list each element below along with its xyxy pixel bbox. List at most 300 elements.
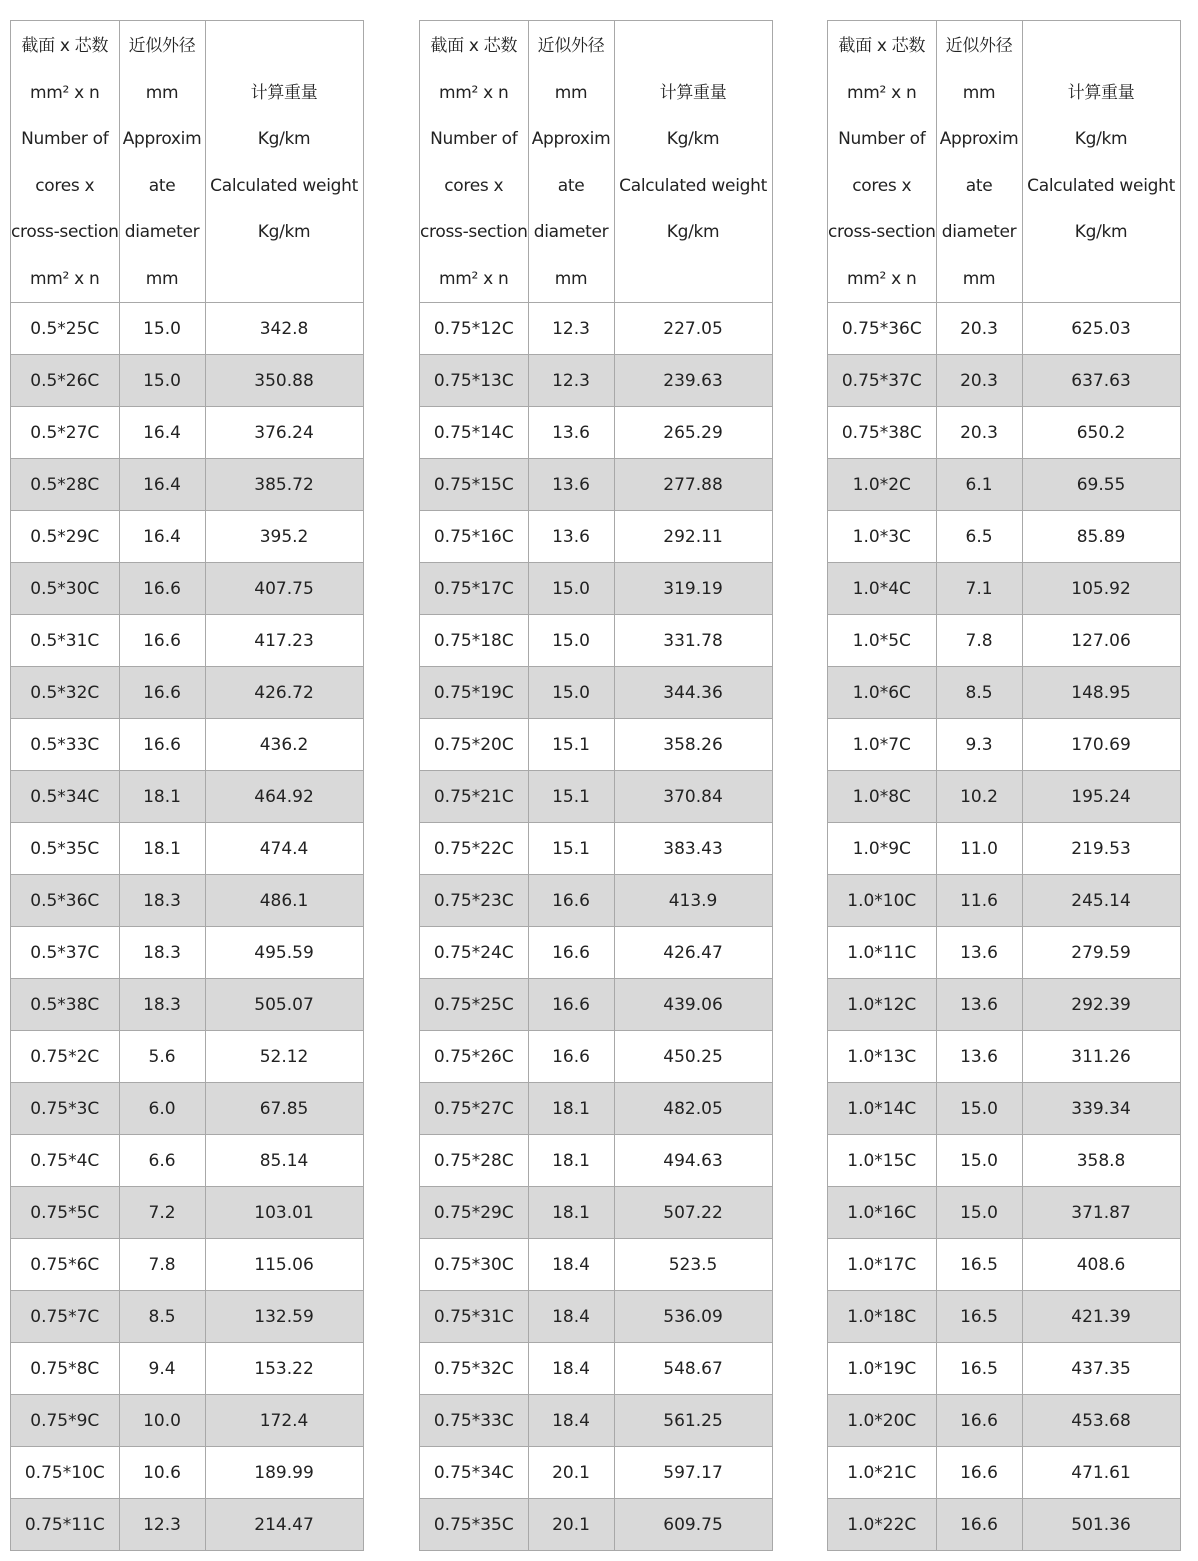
weight-cell: 453.68 bbox=[1022, 1395, 1180, 1447]
diameter-cell: 18.4 bbox=[528, 1239, 614, 1291]
weight-cell: 319.19 bbox=[614, 563, 772, 615]
cross-section-cell: 0.75*18C bbox=[420, 615, 529, 667]
cross-section-cell: 0.5*32C bbox=[11, 667, 120, 719]
weight-cell: 214.47 bbox=[205, 1499, 363, 1551]
diameter-cell: 18.3 bbox=[119, 927, 205, 979]
table-row bbox=[11, 1395, 364, 1447]
table-row bbox=[420, 407, 773, 459]
cross-section-cell: 0.75*4C bbox=[11, 1135, 120, 1187]
diameter-cell: 9.3 bbox=[936, 719, 1022, 771]
cross-section-cell: 1.0*18C bbox=[828, 1291, 937, 1343]
table-row bbox=[11, 1031, 364, 1083]
diameter-cell: 13.6 bbox=[528, 459, 614, 511]
cross-section-cell: 0.5*35C bbox=[11, 823, 120, 875]
weight-cell: 408.6 bbox=[1022, 1239, 1180, 1291]
cable-spec-table-3 bbox=[827, 20, 1181, 1551]
table-row bbox=[420, 1031, 773, 1083]
table-row bbox=[420, 1395, 773, 1447]
weight-cell: 85.89 bbox=[1022, 511, 1180, 563]
weight-cell: 501.36 bbox=[1022, 1499, 1180, 1551]
weight-cell: 370.84 bbox=[614, 771, 772, 823]
diameter-cell: 6.5 bbox=[936, 511, 1022, 563]
weight-cell: 103.01 bbox=[205, 1187, 363, 1239]
table-row bbox=[828, 407, 1181, 459]
table-row bbox=[420, 1187, 773, 1239]
table-row bbox=[420, 615, 773, 667]
diameter-cell: 15.0 bbox=[936, 1083, 1022, 1135]
header-diameter: 近似外径 mm Approxim ate diameter mm bbox=[528, 21, 614, 303]
cross-section-cell: 0.5*27C bbox=[11, 407, 120, 459]
cross-section-cell: 0.5*29C bbox=[11, 511, 120, 563]
cross-section-cell: 1.0*5C bbox=[828, 615, 937, 667]
cross-section-cell: 0.75*17C bbox=[420, 563, 529, 615]
diameter-cell: 8.5 bbox=[119, 1291, 205, 1343]
weight-cell: 609.75 bbox=[614, 1499, 772, 1551]
diameter-cell: 18.3 bbox=[119, 875, 205, 927]
diameter-cell: 11.0 bbox=[936, 823, 1022, 875]
table-row bbox=[11, 823, 364, 875]
cross-section-cell: 1.0*4C bbox=[828, 563, 937, 615]
header-cross-section: 截面 x 芯数 mm² x n Number of cores x cross-section mm² x n bbox=[420, 21, 529, 303]
weight-cell: 172.4 bbox=[205, 1395, 363, 1447]
diameter-cell: 7.1 bbox=[936, 563, 1022, 615]
diameter-cell: 12.3 bbox=[528, 355, 614, 407]
cross-section-cell: 0.5*34C bbox=[11, 771, 120, 823]
weight-cell: 350.88 bbox=[205, 355, 363, 407]
table-row bbox=[828, 927, 1181, 979]
diameter-cell: 20.3 bbox=[936, 407, 1022, 459]
table-row bbox=[828, 563, 1181, 615]
diameter-cell: 6.1 bbox=[936, 459, 1022, 511]
diameter-cell: 20.3 bbox=[936, 303, 1022, 355]
weight-cell: 625.03 bbox=[1022, 303, 1180, 355]
weight-cell: 482.05 bbox=[614, 1083, 772, 1135]
table-row bbox=[11, 303, 364, 355]
table-row bbox=[11, 667, 364, 719]
table-row bbox=[420, 1239, 773, 1291]
table-row bbox=[420, 1083, 773, 1135]
weight-cell: 358.26 bbox=[614, 719, 772, 771]
table-row bbox=[420, 979, 773, 1031]
table-row bbox=[11, 563, 364, 615]
diameter-cell: 20.3 bbox=[936, 355, 1022, 407]
cross-section-cell: 0.75*36C bbox=[828, 303, 937, 355]
cross-section-cell: 0.75*16C bbox=[420, 511, 529, 563]
header-row bbox=[11, 21, 364, 303]
table-row bbox=[11, 875, 364, 927]
diameter-cell: 13.6 bbox=[936, 979, 1022, 1031]
cross-section-cell: 0.5*26C bbox=[11, 355, 120, 407]
weight-cell: 439.06 bbox=[614, 979, 772, 1031]
diameter-cell: 18.1 bbox=[528, 1083, 614, 1135]
table-row bbox=[828, 1395, 1181, 1447]
cross-section-cell: 0.75*14C bbox=[420, 407, 529, 459]
cross-section-cell: 1.0*7C bbox=[828, 719, 937, 771]
cross-section-cell: 1.0*20C bbox=[828, 1395, 937, 1447]
diameter-cell: 16.6 bbox=[119, 615, 205, 667]
cross-section-cell: 1.0*8C bbox=[828, 771, 937, 823]
cross-section-cell: 1.0*2C bbox=[828, 459, 937, 511]
diameter-cell: 15.0 bbox=[119, 303, 205, 355]
weight-cell: 523.5 bbox=[614, 1239, 772, 1291]
weight-cell: 67.85 bbox=[205, 1083, 363, 1135]
weight-cell: 421.39 bbox=[1022, 1291, 1180, 1343]
cross-section-cell: 0.75*19C bbox=[420, 667, 529, 719]
weight-cell: 265.29 bbox=[614, 407, 772, 459]
diameter-cell: 16.5 bbox=[936, 1343, 1022, 1395]
cross-section-cell: 1.0*9C bbox=[828, 823, 937, 875]
diameter-cell: 10.6 bbox=[119, 1447, 205, 1499]
table-row bbox=[420, 1499, 773, 1551]
table-row bbox=[11, 459, 364, 511]
table-row bbox=[828, 615, 1181, 667]
weight-cell: 277.88 bbox=[614, 459, 772, 511]
diameter-cell: 11.6 bbox=[936, 875, 1022, 927]
diameter-cell: 15.0 bbox=[119, 355, 205, 407]
table-row bbox=[828, 459, 1181, 511]
weight-cell: 127.06 bbox=[1022, 615, 1180, 667]
cross-section-cell: 0.75*37C bbox=[828, 355, 937, 407]
weight-cell: 339.34 bbox=[1022, 1083, 1180, 1135]
weight-cell: 153.22 bbox=[205, 1343, 363, 1395]
table-row bbox=[828, 1291, 1181, 1343]
cross-section-cell: 0.5*31C bbox=[11, 615, 120, 667]
table-row bbox=[828, 1447, 1181, 1499]
table-row bbox=[11, 927, 364, 979]
cross-section-cell: 0.75*12C bbox=[420, 303, 529, 355]
diameter-cell: 7.2 bbox=[119, 1187, 205, 1239]
table-row bbox=[828, 303, 1181, 355]
diameter-cell: 15.0 bbox=[936, 1135, 1022, 1187]
table-row bbox=[828, 771, 1181, 823]
table-row bbox=[11, 1239, 364, 1291]
cable-spec-table-2 bbox=[419, 20, 773, 1551]
weight-cell: 413.9 bbox=[614, 875, 772, 927]
cross-section-cell: 0.75*13C bbox=[420, 355, 529, 407]
cross-section-cell: 0.5*38C bbox=[11, 979, 120, 1031]
cross-section-cell: 0.75*24C bbox=[420, 927, 529, 979]
table-row bbox=[828, 875, 1181, 927]
diameter-cell: 18.4 bbox=[528, 1291, 614, 1343]
header-row bbox=[420, 21, 773, 303]
diameter-cell: 15.0 bbox=[528, 667, 614, 719]
diameter-cell: 13.6 bbox=[936, 1031, 1022, 1083]
weight-cell: 464.92 bbox=[205, 771, 363, 823]
cross-section-cell: 1.0*19C bbox=[828, 1343, 937, 1395]
weight-cell: 495.59 bbox=[205, 927, 363, 979]
diameter-cell: 15.1 bbox=[528, 771, 614, 823]
weight-cell: 292.11 bbox=[614, 511, 772, 563]
weight-cell: 417.23 bbox=[205, 615, 363, 667]
diameter-cell: 7.8 bbox=[119, 1239, 205, 1291]
header-row bbox=[828, 21, 1181, 303]
weight-cell: 426.47 bbox=[614, 927, 772, 979]
diameter-cell: 16.4 bbox=[119, 511, 205, 563]
weight-cell: 69.55 bbox=[1022, 459, 1180, 511]
diameter-cell: 15.0 bbox=[528, 563, 614, 615]
weight-cell: 548.67 bbox=[614, 1343, 772, 1395]
weight-cell: 292.39 bbox=[1022, 979, 1180, 1031]
cross-section-cell: 0.75*33C bbox=[420, 1395, 529, 1447]
weight-cell: 383.43 bbox=[614, 823, 772, 875]
cross-section-cell: 0.75*35C bbox=[420, 1499, 529, 1551]
diameter-cell: 18.1 bbox=[528, 1187, 614, 1239]
diameter-cell: 9.4 bbox=[119, 1343, 205, 1395]
diameter-cell: 18.4 bbox=[528, 1395, 614, 1447]
cross-section-cell: 0.75*26C bbox=[420, 1031, 529, 1083]
cross-section-cell: 1.0*16C bbox=[828, 1187, 937, 1239]
cross-section-cell: 0.75*6C bbox=[11, 1239, 120, 1291]
weight-cell: 407.75 bbox=[205, 563, 363, 615]
header-weight: 计算重量 Kg/km Calculated weight Kg/km bbox=[614, 21, 772, 303]
cross-section-cell: 1.0*17C bbox=[828, 1239, 937, 1291]
weight-cell: 376.24 bbox=[205, 407, 363, 459]
cross-section-cell: 0.75*9C bbox=[11, 1395, 120, 1447]
weight-cell: 426.72 bbox=[205, 667, 363, 719]
cross-section-cell: 0.75*22C bbox=[420, 823, 529, 875]
weight-cell: 245.14 bbox=[1022, 875, 1180, 927]
table-row bbox=[420, 719, 773, 771]
weight-cell: 279.59 bbox=[1022, 927, 1180, 979]
cross-section-cell: 1.0*6C bbox=[828, 667, 937, 719]
weight-cell: 170.69 bbox=[1022, 719, 1180, 771]
cross-section-cell: 0.75*30C bbox=[420, 1239, 529, 1291]
table-row bbox=[828, 1135, 1181, 1187]
table-row bbox=[420, 927, 773, 979]
cross-section-cell: 1.0*13C bbox=[828, 1031, 937, 1083]
diameter-cell: 20.1 bbox=[528, 1447, 614, 1499]
table-row bbox=[11, 511, 364, 563]
diameter-cell: 7.8 bbox=[936, 615, 1022, 667]
header-weight: 计算重量 Kg/km Calculated weight Kg/km bbox=[1022, 21, 1180, 303]
weight-cell: 371.87 bbox=[1022, 1187, 1180, 1239]
weight-cell: 471.61 bbox=[1022, 1447, 1180, 1499]
table-row bbox=[420, 511, 773, 563]
weight-cell: 486.1 bbox=[205, 875, 363, 927]
cross-section-cell: 0.5*30C bbox=[11, 563, 120, 615]
cross-section-cell: 0.75*25C bbox=[420, 979, 529, 1031]
weight-cell: 395.2 bbox=[205, 511, 363, 563]
diameter-cell: 16.4 bbox=[119, 459, 205, 511]
diameter-cell: 16.6 bbox=[528, 1031, 614, 1083]
diameter-cell: 16.6 bbox=[119, 563, 205, 615]
table-row bbox=[420, 459, 773, 511]
table-row bbox=[420, 1291, 773, 1343]
cross-section-cell: 0.75*11C bbox=[11, 1499, 120, 1551]
diameter-cell: 12.3 bbox=[528, 303, 614, 355]
table-row bbox=[828, 1031, 1181, 1083]
cross-section-cell: 0.75*38C bbox=[828, 407, 937, 459]
table-row bbox=[11, 615, 364, 667]
cross-section-cell: 0.5*33C bbox=[11, 719, 120, 771]
weight-cell: 219.53 bbox=[1022, 823, 1180, 875]
weight-cell: 474.4 bbox=[205, 823, 363, 875]
weight-cell: 148.95 bbox=[1022, 667, 1180, 719]
table-row bbox=[828, 1343, 1181, 1395]
cross-section-cell: 0.75*34C bbox=[420, 1447, 529, 1499]
diameter-cell: 16.6 bbox=[528, 979, 614, 1031]
table-row bbox=[420, 303, 773, 355]
table-row bbox=[11, 1447, 364, 1499]
table-row bbox=[11, 407, 364, 459]
weight-cell: 227.05 bbox=[614, 303, 772, 355]
table-row bbox=[11, 1343, 364, 1395]
diameter-cell: 10.2 bbox=[936, 771, 1022, 823]
diameter-cell: 5.6 bbox=[119, 1031, 205, 1083]
cross-section-cell: 0.75*29C bbox=[420, 1187, 529, 1239]
diameter-cell: 18.3 bbox=[119, 979, 205, 1031]
cross-section-cell: 0.75*15C bbox=[420, 459, 529, 511]
table-row bbox=[11, 719, 364, 771]
weight-cell: 437.35 bbox=[1022, 1343, 1180, 1395]
table-row bbox=[828, 1187, 1181, 1239]
table-row bbox=[11, 979, 364, 1031]
weight-cell: 561.25 bbox=[614, 1395, 772, 1447]
table-row bbox=[11, 1083, 364, 1135]
table-row bbox=[11, 1135, 364, 1187]
diameter-cell: 16.6 bbox=[936, 1499, 1022, 1551]
weight-cell: 52.12 bbox=[205, 1031, 363, 1083]
diameter-cell: 13.6 bbox=[528, 407, 614, 459]
header-cross-section: 截面 x 芯数 mm² x n Number of cores x cross-section mm² x n bbox=[11, 21, 120, 303]
table-row bbox=[420, 355, 773, 407]
diameter-cell: 15.1 bbox=[528, 823, 614, 875]
cross-section-cell: 1.0*22C bbox=[828, 1499, 937, 1551]
cross-section-cell: 0.75*31C bbox=[420, 1291, 529, 1343]
cross-section-cell: 0.75*3C bbox=[11, 1083, 120, 1135]
diameter-cell: 6.6 bbox=[119, 1135, 205, 1187]
cross-section-cell: 0.75*27C bbox=[420, 1083, 529, 1135]
diameter-cell: 13.6 bbox=[528, 511, 614, 563]
diameter-cell: 16.4 bbox=[119, 407, 205, 459]
cross-section-cell: 1.0*12C bbox=[828, 979, 937, 1031]
diameter-cell: 18.1 bbox=[119, 823, 205, 875]
cross-section-cell: 0.5*37C bbox=[11, 927, 120, 979]
diameter-cell: 15.0 bbox=[936, 1187, 1022, 1239]
diameter-cell: 16.5 bbox=[936, 1239, 1022, 1291]
diameter-cell: 18.1 bbox=[528, 1135, 614, 1187]
weight-cell: 637.63 bbox=[1022, 355, 1180, 407]
weight-cell: 115.06 bbox=[205, 1239, 363, 1291]
weight-cell: 650.2 bbox=[1022, 407, 1180, 459]
diameter-cell: 18.4 bbox=[528, 1343, 614, 1395]
table-row bbox=[11, 1291, 364, 1343]
diameter-cell: 16.6 bbox=[936, 1447, 1022, 1499]
table-row bbox=[828, 511, 1181, 563]
table-row bbox=[828, 979, 1181, 1031]
diameter-cell: 16.6 bbox=[528, 875, 614, 927]
table-row bbox=[420, 771, 773, 823]
cross-section-cell: 1.0*3C bbox=[828, 511, 937, 563]
table-row bbox=[828, 1499, 1181, 1551]
table-row bbox=[420, 1343, 773, 1395]
diameter-cell: 16.6 bbox=[528, 927, 614, 979]
weight-cell: 494.63 bbox=[614, 1135, 772, 1187]
table-row bbox=[420, 823, 773, 875]
weight-cell: 239.63 bbox=[614, 355, 772, 407]
table-row bbox=[828, 823, 1181, 875]
weight-cell: 450.25 bbox=[614, 1031, 772, 1083]
diameter-cell: 16.6 bbox=[936, 1395, 1022, 1447]
diameter-cell: 20.1 bbox=[528, 1499, 614, 1551]
diameter-cell: 15.0 bbox=[528, 615, 614, 667]
weight-cell: 189.99 bbox=[205, 1447, 363, 1499]
diameter-cell: 16.5 bbox=[936, 1291, 1022, 1343]
table-row bbox=[420, 1135, 773, 1187]
diameter-cell: 16.6 bbox=[119, 667, 205, 719]
table-row bbox=[11, 1499, 364, 1551]
table-row bbox=[420, 875, 773, 927]
header-diameter: 近似外径 mm Approxim ate diameter mm bbox=[936, 21, 1022, 303]
diameter-cell: 18.1 bbox=[119, 771, 205, 823]
table-row bbox=[828, 1083, 1181, 1135]
diameter-cell: 12.3 bbox=[119, 1499, 205, 1551]
cross-section-cell: 0.75*2C bbox=[11, 1031, 120, 1083]
table-row bbox=[11, 771, 364, 823]
weight-cell: 132.59 bbox=[205, 1291, 363, 1343]
cross-section-cell: 0.75*28C bbox=[420, 1135, 529, 1187]
cross-section-cell: 0.75*7C bbox=[11, 1291, 120, 1343]
table-row bbox=[420, 1447, 773, 1499]
cross-section-cell: 0.5*25C bbox=[11, 303, 120, 355]
cross-section-cell: 0.75*32C bbox=[420, 1343, 529, 1395]
cross-section-cell: 0.75*10C bbox=[11, 1447, 120, 1499]
diameter-cell: 8.5 bbox=[936, 667, 1022, 719]
cross-section-cell: 0.75*8C bbox=[11, 1343, 120, 1395]
header-diameter: 近似外径 mm Approxim ate diameter mm bbox=[119, 21, 205, 303]
cable-spec-table-1 bbox=[10, 20, 364, 1551]
table-row bbox=[828, 355, 1181, 407]
cross-section-cell: 1.0*14C bbox=[828, 1083, 937, 1135]
diameter-cell: 6.0 bbox=[119, 1083, 205, 1135]
weight-cell: 342.8 bbox=[205, 303, 363, 355]
weight-cell: 505.07 bbox=[205, 979, 363, 1031]
table-row bbox=[420, 563, 773, 615]
weight-cell: 331.78 bbox=[614, 615, 772, 667]
diameter-cell: 15.1 bbox=[528, 719, 614, 771]
table-row bbox=[828, 719, 1181, 771]
table-row bbox=[11, 1187, 364, 1239]
cross-section-cell: 0.5*28C bbox=[11, 459, 120, 511]
cross-section-cell: 0.75*20C bbox=[420, 719, 529, 771]
cross-section-cell: 1.0*11C bbox=[828, 927, 937, 979]
cross-section-cell: 0.75*21C bbox=[420, 771, 529, 823]
weight-cell: 85.14 bbox=[205, 1135, 363, 1187]
weight-cell: 195.24 bbox=[1022, 771, 1180, 823]
cross-section-cell: 0.75*23C bbox=[420, 875, 529, 927]
weight-cell: 507.22 bbox=[614, 1187, 772, 1239]
table-row bbox=[828, 667, 1181, 719]
weight-cell: 344.36 bbox=[614, 667, 772, 719]
weight-cell: 536.09 bbox=[614, 1291, 772, 1343]
cross-section-cell: 0.75*5C bbox=[11, 1187, 120, 1239]
cross-section-cell: 1.0*15C bbox=[828, 1135, 937, 1187]
table-row bbox=[828, 1239, 1181, 1291]
table-row bbox=[11, 355, 364, 407]
weight-cell: 436.2 bbox=[205, 719, 363, 771]
table-row bbox=[420, 667, 773, 719]
cross-section-cell: 1.0*10C bbox=[828, 875, 937, 927]
cross-section-cell: 1.0*21C bbox=[828, 1447, 937, 1499]
weight-cell: 311.26 bbox=[1022, 1031, 1180, 1083]
weight-cell: 105.92 bbox=[1022, 563, 1180, 615]
diameter-cell: 10.0 bbox=[119, 1395, 205, 1447]
header-weight: 计算重量 Kg/km Calculated weight Kg/km bbox=[205, 21, 363, 303]
diameter-cell: 16.6 bbox=[119, 719, 205, 771]
header-cross-section: 截面 x 芯数 mm² x n Number of cores x cross-section mm² x n bbox=[828, 21, 937, 303]
diameter-cell: 13.6 bbox=[936, 927, 1022, 979]
weight-cell: 385.72 bbox=[205, 459, 363, 511]
